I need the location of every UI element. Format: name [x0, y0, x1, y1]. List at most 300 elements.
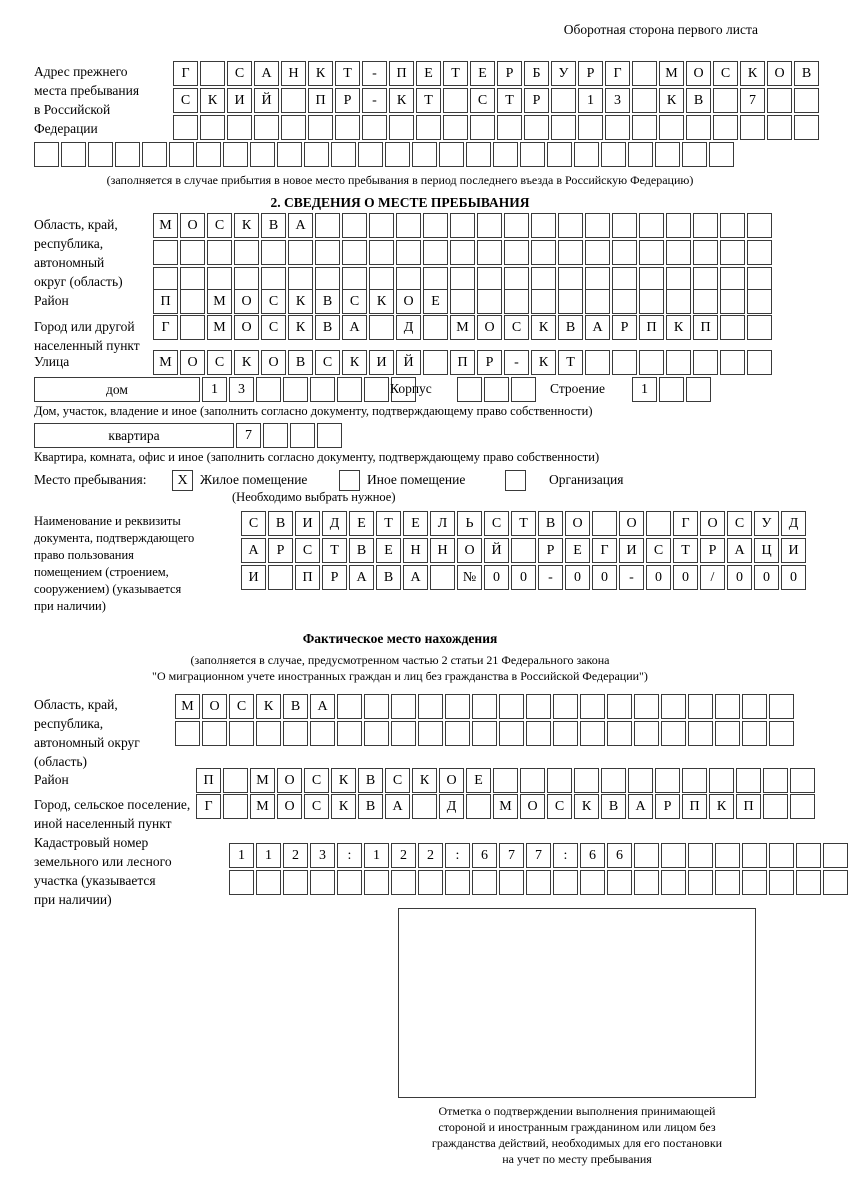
char-cell[interactable]: [391, 721, 416, 746]
char-cell[interactable]: П: [639, 315, 664, 340]
char-cell[interactable]: [202, 721, 227, 746]
char-cell[interactable]: [412, 142, 437, 167]
char-cell[interactable]: [369, 240, 394, 265]
char-cell[interactable]: [585, 289, 610, 314]
char-cell[interactable]: [418, 870, 443, 895]
char-cell[interactable]: [369, 315, 394, 340]
char-cell[interactable]: 0: [511, 565, 536, 590]
char-cell[interactable]: К: [200, 88, 225, 113]
char-cell[interactable]: И: [369, 350, 394, 375]
char-cell[interactable]: [769, 694, 794, 719]
char-cell[interactable]: [337, 870, 362, 895]
actual-city-grid[interactable]: [196, 794, 817, 821]
char-cell[interactable]: А: [254, 61, 279, 86]
char-cell[interactable]: -: [362, 61, 387, 86]
char-cell[interactable]: О: [180, 350, 205, 375]
char-cell[interactable]: [715, 721, 740, 746]
char-cell[interactable]: [439, 142, 464, 167]
char-cell[interactable]: Г: [673, 511, 698, 536]
char-cell[interactable]: Р: [497, 61, 522, 86]
checkbox-residential[interactable]: X: [172, 470, 193, 491]
char-cell[interactable]: О: [277, 768, 302, 793]
char-cell[interactable]: Ь: [457, 511, 482, 536]
char-cell[interactable]: [661, 843, 686, 868]
char-cell[interactable]: -: [362, 88, 387, 113]
char-cell[interactable]: [659, 115, 684, 140]
char-cell[interactable]: Е: [349, 511, 374, 536]
char-cell[interactable]: М: [659, 61, 684, 86]
char-cell[interactable]: [504, 213, 529, 238]
char-cell[interactable]: [497, 115, 522, 140]
char-cell[interactable]: [443, 115, 468, 140]
char-cell[interactable]: Д: [322, 511, 347, 536]
char-cell[interactable]: [450, 240, 475, 265]
char-cell[interactable]: [612, 350, 637, 375]
char-cell[interactable]: [200, 61, 225, 86]
char-cell[interactable]: 2: [283, 843, 308, 868]
char-cell[interactable]: [450, 213, 475, 238]
char-cell[interactable]: Т: [558, 350, 583, 375]
char-cell[interactable]: [607, 694, 632, 719]
char-cell[interactable]: [457, 377, 482, 402]
char-cell[interactable]: :: [445, 843, 470, 868]
char-cell[interactable]: [281, 115, 306, 140]
char-cell[interactable]: [504, 240, 529, 265]
char-cell[interactable]: [639, 240, 664, 265]
char-cell[interactable]: Е: [403, 511, 428, 536]
flat-number-grid[interactable]: [236, 423, 344, 450]
char-cell[interactable]: [666, 289, 691, 314]
char-cell[interactable]: [790, 794, 815, 819]
char-cell[interactable]: П: [196, 768, 221, 793]
section2-district-grid[interactable]: [153, 289, 774, 316]
char-cell[interactable]: В: [558, 315, 583, 340]
cadastral-grid[interactable]: [229, 843, 850, 897]
char-cell[interactable]: [196, 142, 221, 167]
char-cell[interactable]: 1: [364, 843, 389, 868]
char-cell[interactable]: [639, 213, 664, 238]
char-cell[interactable]: [740, 115, 765, 140]
char-cell[interactable]: Р: [578, 61, 603, 86]
char-cell[interactable]: П: [153, 289, 178, 314]
char-cell[interactable]: 6: [607, 843, 632, 868]
char-cell[interactable]: К: [709, 794, 734, 819]
char-cell[interactable]: О: [565, 511, 590, 536]
char-cell[interactable]: [547, 768, 572, 793]
char-cell[interactable]: Р: [700, 538, 725, 563]
char-cell[interactable]: [666, 213, 691, 238]
char-cell[interactable]: [256, 721, 281, 746]
char-cell[interactable]: [769, 843, 794, 868]
char-cell[interactable]: О: [277, 794, 302, 819]
char-cell[interactable]: В: [261, 213, 286, 238]
char-cell[interactable]: [423, 213, 448, 238]
char-cell[interactable]: [364, 694, 389, 719]
char-cell[interactable]: А: [403, 565, 428, 590]
char-cell[interactable]: С: [173, 88, 198, 113]
char-cell[interactable]: [389, 115, 414, 140]
char-cell[interactable]: [450, 289, 475, 314]
char-cell[interactable]: [720, 213, 745, 238]
char-cell[interactable]: [310, 721, 335, 746]
char-cell[interactable]: :: [337, 843, 362, 868]
char-cell[interactable]: Й: [254, 88, 279, 113]
char-cell[interactable]: [337, 694, 362, 719]
char-cell[interactable]: И: [295, 511, 320, 536]
char-cell[interactable]: [531, 213, 556, 238]
char-cell[interactable]: А: [288, 213, 313, 238]
char-cell[interactable]: [747, 213, 772, 238]
char-cell[interactable]: К: [531, 315, 556, 340]
char-cell[interactable]: [180, 289, 205, 314]
char-cell[interactable]: А: [342, 315, 367, 340]
char-cell[interactable]: [686, 115, 711, 140]
char-cell[interactable]: [88, 142, 113, 167]
char-cell[interactable]: К: [234, 213, 259, 238]
char-cell[interactable]: [180, 315, 205, 340]
char-cell[interactable]: [277, 142, 302, 167]
char-cell[interactable]: 0: [646, 565, 671, 590]
char-cell[interactable]: №: [457, 565, 482, 590]
char-cell[interactable]: [585, 240, 610, 265]
char-cell[interactable]: Р: [538, 538, 563, 563]
char-cell[interactable]: [385, 142, 410, 167]
char-cell[interactable]: [472, 694, 497, 719]
char-cell[interactable]: И: [241, 565, 266, 590]
char-cell[interactable]: [742, 870, 767, 895]
char-cell[interactable]: П: [308, 88, 333, 113]
char-cell[interactable]: С: [713, 61, 738, 86]
char-cell[interactable]: [661, 870, 686, 895]
char-cell[interactable]: [520, 142, 545, 167]
char-cell[interactable]: [709, 142, 734, 167]
char-cell[interactable]: [720, 350, 745, 375]
char-cell[interactable]: [742, 694, 767, 719]
char-cell[interactable]: М: [175, 694, 200, 719]
char-cell[interactable]: Т: [443, 61, 468, 86]
char-cell[interactable]: [362, 115, 387, 140]
char-cell[interactable]: Е: [565, 538, 590, 563]
char-cell[interactable]: [796, 870, 821, 895]
char-cell[interactable]: [227, 115, 252, 140]
char-cell[interactable]: -: [538, 565, 563, 590]
char-cell[interactable]: С: [547, 794, 572, 819]
char-cell[interactable]: С: [504, 315, 529, 340]
char-cell[interactable]: [628, 142, 653, 167]
char-cell[interactable]: [283, 377, 308, 402]
char-cell[interactable]: [558, 240, 583, 265]
char-cell[interactable]: [229, 870, 254, 895]
char-cell[interactable]: П: [682, 794, 707, 819]
char-cell[interactable]: Е: [423, 289, 448, 314]
char-cell[interactable]: Г: [196, 794, 221, 819]
char-cell[interactable]: Е: [470, 61, 495, 86]
char-cell[interactable]: 2: [391, 843, 416, 868]
char-cell[interactable]: [580, 870, 605, 895]
char-cell[interactable]: А: [727, 538, 752, 563]
char-cell[interactable]: С: [304, 794, 329, 819]
char-cell[interactable]: /: [700, 565, 725, 590]
char-cell[interactable]: С: [315, 350, 340, 375]
char-cell[interactable]: К: [234, 350, 259, 375]
char-cell[interactable]: [499, 694, 524, 719]
char-cell[interactable]: Ц: [754, 538, 779, 563]
char-cell[interactable]: С: [241, 511, 266, 536]
char-cell[interactable]: [720, 289, 745, 314]
char-cell[interactable]: О: [180, 213, 205, 238]
char-cell[interactable]: [290, 423, 315, 448]
char-cell[interactable]: [34, 142, 59, 167]
char-cell[interactable]: С: [261, 315, 286, 340]
char-cell[interactable]: [655, 768, 680, 793]
char-cell[interactable]: В: [794, 61, 819, 86]
char-cell[interactable]: В: [283, 694, 308, 719]
char-cell[interactable]: [682, 142, 707, 167]
char-cell[interactable]: А: [310, 694, 335, 719]
char-cell[interactable]: [747, 315, 772, 340]
checkbox-organization[interactable]: [505, 470, 526, 491]
char-cell[interactable]: [713, 88, 738, 113]
char-cell[interactable]: [499, 870, 524, 895]
char-cell[interactable]: П: [389, 61, 414, 86]
char-cell[interactable]: [639, 289, 664, 314]
char-cell[interactable]: К: [389, 88, 414, 113]
char-cell[interactable]: 0: [781, 565, 806, 590]
char-cell[interactable]: К: [308, 61, 333, 86]
char-cell[interactable]: С: [295, 538, 320, 563]
char-cell[interactable]: [628, 768, 653, 793]
char-cell[interactable]: [794, 115, 819, 140]
char-cell[interactable]: [659, 377, 684, 402]
char-cell[interactable]: 0: [673, 565, 698, 590]
char-cell[interactable]: [688, 870, 713, 895]
char-cell[interactable]: [337, 721, 362, 746]
char-cell[interactable]: С: [727, 511, 752, 536]
char-cell[interactable]: Н: [403, 538, 428, 563]
char-cell[interactable]: П: [450, 350, 475, 375]
char-cell[interactable]: Г: [153, 315, 178, 340]
char-cell[interactable]: [553, 721, 578, 746]
document-grid[interactable]: [241, 511, 808, 592]
char-cell[interactable]: О: [700, 511, 725, 536]
char-cell[interactable]: [484, 377, 509, 402]
char-cell[interactable]: [794, 88, 819, 113]
char-cell[interactable]: С: [207, 213, 232, 238]
char-cell[interactable]: М: [250, 768, 275, 793]
char-cell[interactable]: Е: [416, 61, 441, 86]
char-cell[interactable]: [342, 213, 367, 238]
char-cell[interactable]: [612, 213, 637, 238]
char-cell[interactable]: С: [207, 350, 232, 375]
char-cell[interactable]: 7: [526, 843, 551, 868]
char-cell[interactable]: [612, 289, 637, 314]
char-cell[interactable]: 3: [605, 88, 630, 113]
char-cell[interactable]: Д: [781, 511, 806, 536]
char-cell[interactable]: К: [659, 88, 684, 113]
char-cell[interactable]: 3: [229, 377, 254, 402]
char-cell[interactable]: М: [250, 794, 275, 819]
char-cell[interactable]: Р: [524, 88, 549, 113]
char-cell[interactable]: [574, 142, 599, 167]
korpus-grid[interactable]: [457, 377, 538, 404]
char-cell[interactable]: [693, 213, 718, 238]
char-cell[interactable]: [310, 377, 335, 402]
char-cell[interactable]: [200, 115, 225, 140]
char-cell[interactable]: [391, 870, 416, 895]
char-cell[interactable]: Е: [376, 538, 401, 563]
char-cell[interactable]: П: [693, 315, 718, 340]
char-cell[interactable]: [713, 115, 738, 140]
char-cell[interactable]: В: [288, 350, 313, 375]
char-cell[interactable]: [601, 768, 626, 793]
char-cell[interactable]: Р: [268, 538, 293, 563]
section2-city-grid[interactable]: [153, 315, 774, 342]
char-cell[interactable]: С: [342, 289, 367, 314]
char-cell[interactable]: У: [754, 511, 779, 536]
char-cell[interactable]: -: [619, 565, 644, 590]
char-cell[interactable]: К: [740, 61, 765, 86]
char-cell[interactable]: [396, 213, 421, 238]
char-cell[interactable]: С: [227, 61, 252, 86]
char-cell[interactable]: [526, 721, 551, 746]
stroenie-grid[interactable]: [632, 377, 713, 404]
char-cell[interactable]: [391, 694, 416, 719]
char-cell[interactable]: М: [207, 289, 232, 314]
char-cell[interactable]: В: [601, 794, 626, 819]
char-cell[interactable]: В: [315, 315, 340, 340]
char-cell[interactable]: [607, 721, 632, 746]
char-cell[interactable]: [304, 142, 329, 167]
char-cell[interactable]: О: [234, 315, 259, 340]
stamp-box[interactable]: [398, 908, 756, 1098]
char-cell[interactable]: [223, 142, 248, 167]
char-cell[interactable]: С: [470, 88, 495, 113]
char-cell[interactable]: [715, 694, 740, 719]
char-cell[interactable]: [666, 240, 691, 265]
char-cell[interactable]: [580, 694, 605, 719]
char-cell[interactable]: [175, 721, 200, 746]
actual-region-grid[interactable]: [175, 694, 796, 748]
char-cell[interactable]: [688, 843, 713, 868]
char-cell[interactable]: [418, 721, 443, 746]
char-cell[interactable]: О: [261, 350, 286, 375]
char-cell[interactable]: [688, 721, 713, 746]
char-cell[interactable]: [310, 870, 335, 895]
char-cell[interactable]: С: [646, 538, 671, 563]
char-cell[interactable]: Т: [497, 88, 522, 113]
char-cell[interactable]: [632, 88, 657, 113]
char-cell[interactable]: [578, 115, 603, 140]
char-cell[interactable]: А: [385, 794, 410, 819]
char-cell[interactable]: [180, 240, 205, 265]
char-cell[interactable]: О: [767, 61, 792, 86]
char-cell[interactable]: [256, 870, 281, 895]
char-cell[interactable]: Е: [466, 768, 491, 793]
char-cell[interactable]: [445, 721, 470, 746]
char-cell[interactable]: В: [358, 768, 383, 793]
char-cell[interactable]: [466, 794, 491, 819]
char-cell[interactable]: С: [304, 768, 329, 793]
char-cell[interactable]: [592, 511, 617, 536]
char-cell[interactable]: [430, 565, 455, 590]
char-cell[interactable]: [364, 377, 389, 402]
char-cell[interactable]: О: [234, 289, 259, 314]
char-cell[interactable]: [223, 794, 248, 819]
char-cell[interactable]: 0: [565, 565, 590, 590]
char-cell[interactable]: [666, 350, 691, 375]
char-cell[interactable]: [335, 115, 360, 140]
char-cell[interactable]: Д: [439, 794, 464, 819]
char-cell[interactable]: Й: [396, 350, 421, 375]
char-cell[interactable]: 0: [484, 565, 509, 590]
char-cell[interactable]: [358, 142, 383, 167]
char-cell[interactable]: 0: [592, 565, 617, 590]
char-cell[interactable]: :: [553, 843, 578, 868]
char-cell[interactable]: М: [207, 315, 232, 340]
char-cell[interactable]: Р: [322, 565, 347, 590]
char-cell[interactable]: Л: [430, 511, 455, 536]
char-cell[interactable]: [445, 694, 470, 719]
char-cell[interactable]: М: [450, 315, 475, 340]
char-cell[interactable]: [763, 794, 788, 819]
char-cell[interactable]: [443, 88, 468, 113]
char-cell[interactable]: [763, 768, 788, 793]
char-cell[interactable]: К: [412, 768, 437, 793]
char-cell[interactable]: [342, 240, 367, 265]
char-cell[interactable]: [693, 289, 718, 314]
char-cell[interactable]: [472, 870, 497, 895]
char-cell[interactable]: [551, 115, 576, 140]
char-cell[interactable]: -: [504, 350, 529, 375]
char-cell[interactable]: [445, 870, 470, 895]
char-cell[interactable]: [646, 511, 671, 536]
char-cell[interactable]: У: [551, 61, 576, 86]
char-cell[interactable]: А: [349, 565, 374, 590]
char-cell[interactable]: В: [349, 538, 374, 563]
char-cell[interactable]: П: [736, 794, 761, 819]
char-cell[interactable]: [268, 565, 293, 590]
char-cell[interactable]: В: [686, 88, 711, 113]
char-cell[interactable]: О: [477, 315, 502, 340]
char-cell[interactable]: 7: [740, 88, 765, 113]
char-cell[interactable]: [142, 142, 167, 167]
char-cell[interactable]: [553, 870, 578, 895]
char-cell[interactable]: [574, 768, 599, 793]
char-cell[interactable]: В: [538, 511, 563, 536]
char-cell[interactable]: Д: [396, 315, 421, 340]
char-cell[interactable]: Г: [173, 61, 198, 86]
char-cell[interactable]: [250, 142, 275, 167]
char-cell[interactable]: [790, 768, 815, 793]
char-cell[interactable]: [504, 289, 529, 314]
char-cell[interactable]: Г: [592, 538, 617, 563]
prev-address-extra-row[interactable]: [34, 142, 736, 169]
char-cell[interactable]: 1: [578, 88, 603, 113]
char-cell[interactable]: [261, 240, 286, 265]
char-cell[interactable]: [477, 289, 502, 314]
char-cell[interactable]: [423, 315, 448, 340]
char-cell[interactable]: К: [288, 289, 313, 314]
char-cell[interactable]: В: [376, 565, 401, 590]
char-cell[interactable]: [396, 240, 421, 265]
char-cell[interactable]: С: [261, 289, 286, 314]
char-cell[interactable]: [281, 88, 306, 113]
section2-street-grid[interactable]: [153, 350, 774, 377]
char-cell[interactable]: П: [295, 565, 320, 590]
char-cell[interactable]: [472, 721, 497, 746]
char-cell[interactable]: [639, 350, 664, 375]
char-cell[interactable]: [580, 721, 605, 746]
